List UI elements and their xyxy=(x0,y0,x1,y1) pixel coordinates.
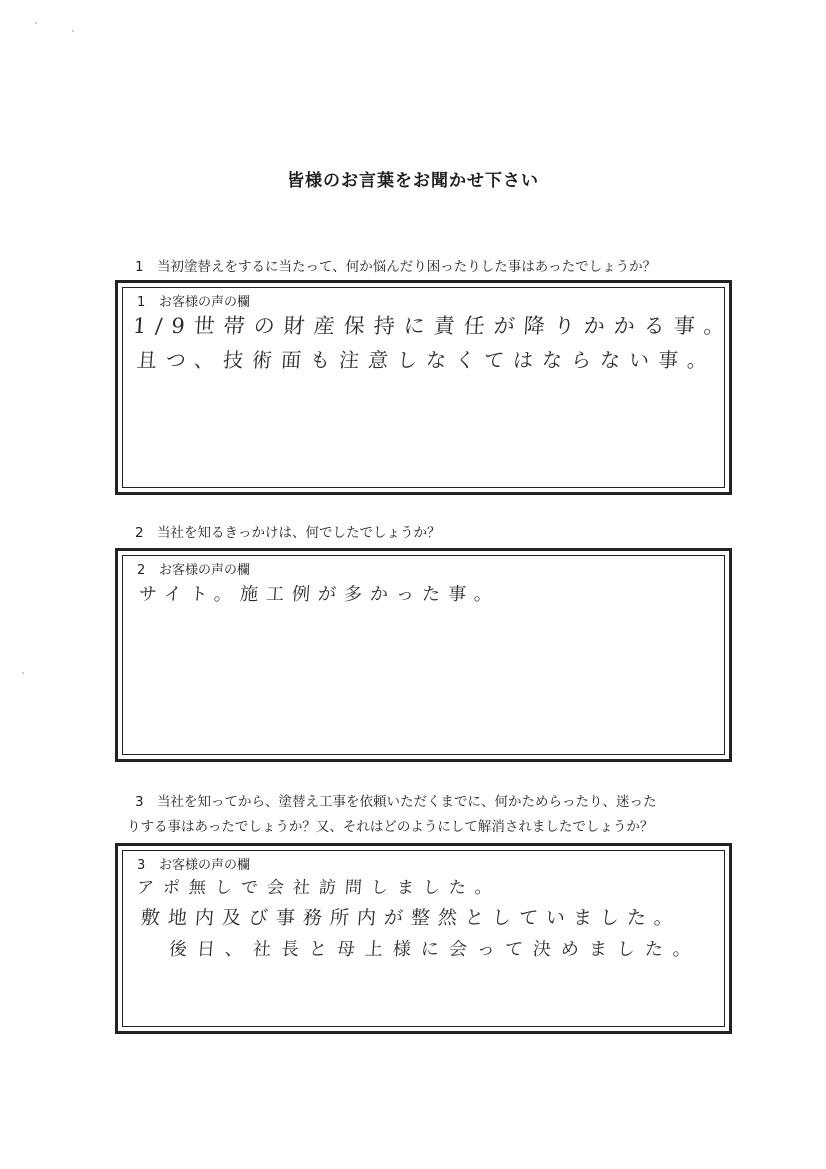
question-number: 1 xyxy=(135,259,144,275)
answer-box-3 xyxy=(115,843,732,1034)
question-number: 3 xyxy=(135,794,144,810)
question-text-line1: 当社を知ってから、塗替え工事を依頼いただくまでに、何かためらったり、迷った xyxy=(157,794,657,810)
question-number: 2 xyxy=(135,525,144,541)
question-text: 当社を知るきっかけは、何でしたでしょうか？ xyxy=(157,525,441,541)
answer-box-inner xyxy=(122,555,725,755)
handwritten-answer-line: アポ無しで会社訪問しました。 xyxy=(136,878,502,898)
question-text-line2: りする事はあったでしょうか？又、それはどのようにして解消されましたでしょうか？ xyxy=(127,819,654,835)
scan-speck xyxy=(22,672,24,674)
question-1 xyxy=(135,255,775,280)
answer-box-2 xyxy=(115,548,732,762)
handwritten-answer-line: 且つ、技術面も注意しなくてはならない事。 xyxy=(136,348,717,372)
handwritten-answer-line: 1/9世帯の財産保持に責任が降りかかる事。 xyxy=(132,314,735,338)
handwritten-answer-line: 敷地内及び事務所内が整然としていました。 xyxy=(140,907,682,929)
answer-box-inner xyxy=(122,287,735,488)
handwritten-answer-line: サイト。施工例が多かった事。 xyxy=(138,584,501,605)
answer-box-label: 1 お客様の声の欄 xyxy=(137,295,251,310)
answer-box-inner xyxy=(122,850,725,1027)
question-3 xyxy=(127,790,775,840)
scan-speck xyxy=(35,22,37,24)
answer-box-1 xyxy=(115,280,735,495)
page-title: 皆様のお言葉をお聞かせ下さい xyxy=(287,171,539,191)
answer-box-label: 3 お客様の声の欄 xyxy=(137,858,251,873)
question-text: 当初塗替えをするに当たって、何か悩んだり困ったりした事はあったでしょうか？ xyxy=(157,259,657,275)
answer-box-label: 2 お客様の声の欄 xyxy=(137,563,251,578)
question-2 xyxy=(135,521,775,546)
handwritten-answer-line: 後日、社長と母上様に会って決めました。 xyxy=(168,939,702,960)
scan-speck xyxy=(72,30,74,32)
